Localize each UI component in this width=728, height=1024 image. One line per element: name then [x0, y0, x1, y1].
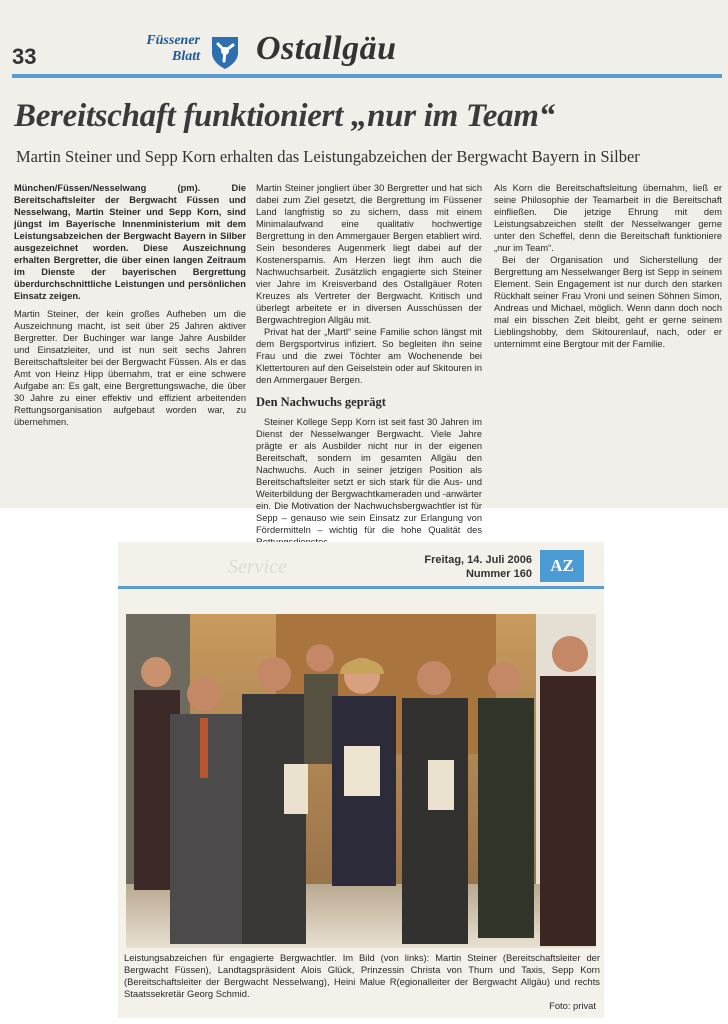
newspaper-name — [126, 33, 200, 65]
article-subhead: Den Nachwuchs geprägt — [256, 395, 386, 409]
photo-clipping — [118, 542, 604, 1018]
article-paragraph-start: Steiner Kollege Sepp Korn ist seit fast 30 Jahren im Dienst der Nesselwanger Bergwacht. Viele Jahre prägte er als Ausbilder nicht nur in der eigenen Bereitschaft, sondern im gesamten Allgäu den Nachwuchs. Auch in seiner jetzigen Position als Bereitschaftsleiter setzt er sich stark für die Aus- und Weiterbildung der Bergwachtkameraden und -anwärter ein. Die Motivation der Nachwuchsbergwachtler ist für Sepp – genauso wie sein Einsatz zur Erlangung von Fördermitteln – wichtig für die hohe Qualität des — [256, 417, 482, 535]
page-number: 33 — [12, 44, 37, 69]
az-logo: AZ — [540, 550, 584, 582]
coat-of-arms-icon — [210, 35, 240, 71]
newspaper-name-line1: Füssener — [146, 33, 200, 48]
person-7 — [478, 662, 534, 938]
article-headline: Bereitschaft funktioniert „nur im Team“ — [14, 98, 555, 134]
newspaper-name-line2: Blatt — [171, 49, 200, 64]
article-paragraph: Martin Steiner jongliert über 30 Bergretter und hat sich dabei zum Ziel gesetzt, die Bergrettung im Füssener Land langfristig so zu sichern, dass mit einem Minimalaufwand eine qualitativ hochwertige Bergrettung in den Ammergauer Bergen etabliert wird. Sein besonderes Augenmerk liegt dabei auf der Kostenersparnis. Am Herzen liegt ihm auch die Nachwuchsarbeit. Zusätzlich engagierte sich Steiner vier Jahre im Kreisverband des Ostallgäuer Roten Kreuzes als Vertreter der Bergwacht. Kritisch und überlegt arbeitete er in diversen Ausschüssen der Bergwachtregion Allgäu mit. — [256, 183, 482, 325]
background-bleedthrough-text: Service — [228, 556, 287, 578]
person-3 — [242, 657, 308, 944]
issue-date: Freitag, 14. Juli 2006 — [424, 554, 532, 566]
photo-credit: Foto: privat — [549, 1000, 596, 1011]
group-photo — [126, 614, 596, 948]
person-6 — [402, 661, 468, 944]
clipping-rule — [118, 586, 604, 589]
article-paragraph: Bei der Organisation und Sicherstellung der Bergrettung am Nesselwanger Berg ist Sepp in seinem Element. Sein Engagement ist nur durch den starken Rückhalt seiner Frau Vroni und seinen Söhnen Simon, Andreas und Michael, möglich. Wenn dann doch noch mal ein bisschen Zeit bleibt, geht er gerne seinem Lieblingshobby, dem Skitourenlauf, nach, oder er unternimmt eine Bergtour mit der Familie. — [494, 255, 722, 349]
newspaper-logo — [126, 33, 246, 73]
person-2 — [170, 677, 242, 944]
article-column-2 — [256, 182, 482, 535]
article-lead: München/Füssen/Nesselwang (pm). Die Bereitschaftsleiter der Bergwacht Füssen und Nesselwang, Martin Steiner und Sepp Korn, sind jüngst im Bayerische Innenministerium mit dem Leistungsabzeichen der Bergwacht Bayern in Silber ausgezeichnet worden. Diese Auszeichnung erhalten Bergretter, die über einen langen Zeitraum im Dienste der bayerischen Bergrettung überdurchschnittliche Leistungen und persönlichen Einsatz zeigen. — [14, 183, 246, 301]
article-paragraph: Privat hat der „Martl“ seine Familie schon längst mit dem Bergsportvirus infiziert. So begleiten ihn seine Frau und die zwei Töchter am Wochenende bei Klettertouren auf den Geiselstein oder auf Skitouren in den Ammergauer Bergen. — [256, 327, 482, 385]
header-rule — [12, 74, 722, 78]
photo-caption: Leistungsabzeichen für engagierte Bergwachtler. Im Bild (von links): Martin Steiner (Bereitschaftsleiter der Bergwacht Füssen), Landtagspräsident Alois Glück, Prinzessin Christa von Thurn und Taxis, Sepp Korn (Bereitschaftsleiter der Bergwacht Nesselwang), Heini Malue R(egionalleiter der Bergwacht Allgäu) und rechts Staatssekretär Georg Schmid. — [124, 952, 600, 999]
article-subheadline: Martin Steiner und Sepp Korn erhalten das Leistungabzeichen der Bergwacht Bayern in Silber — [16, 147, 640, 166]
issue-number: Nummer 160 — [465, 568, 532, 580]
article-column-3 — [494, 182, 722, 350]
article-paragraph: Als Korn die Bereitschaftsleitung übernahm, ließ er seine Philosophie der Teamarbeit in die Bereitschaft einfließen. Die jetzige Ehrung mit dem Leistungsabzeichen stellt der Nesselwanger gerne unter den Scheffel, denn die Bereitschaft funktioniere „nur im Team“. — [494, 183, 722, 253]
article-column-1 — [14, 182, 246, 428]
person-8 — [540, 636, 596, 946]
article-paragraph: Martin Steiner, der kein großes Aufheben um die Auszeichnung macht, ist seit über 25 Jahren aktiver Bergretter. Der Buchinger war lange Jahre Ausbilder und Einsatzleiter, und ist nun seit sechs Jahren Bereitschaftsleiter bei der Bergwacht Füssen. Als er das Amt von Heinz Hipp übernahm, trat er eine schwere Aufgabe an: Es galt, eine Bergrettungswache, die über 30 Jahre zu einer effektiv und effizient arbeitenden Rettungsorganisation aufgebaut worden war, zu übernehmen. — [14, 309, 246, 427]
section-title: Ostallgäu — [256, 30, 397, 67]
